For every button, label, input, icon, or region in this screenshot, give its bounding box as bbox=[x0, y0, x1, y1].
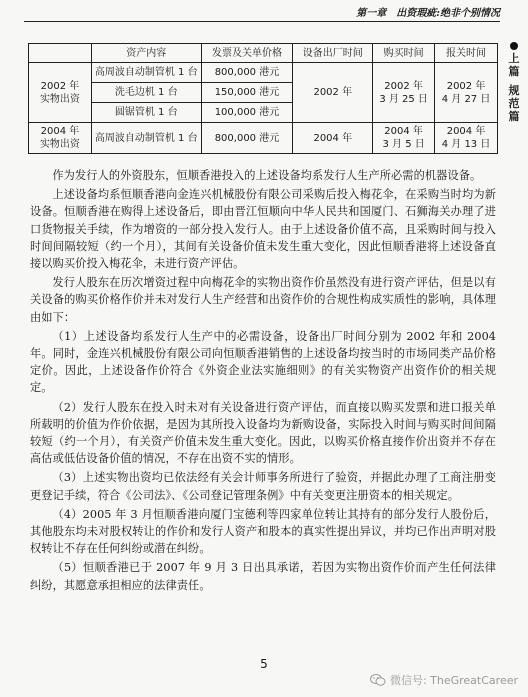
paragraph: （1）上述设备均系发行人生产中的必需设备，设备出厂时间分别为 2002 年和 2004 年。同时，金连兴机械股份有限公司向恒顺香港销售的上述设备均按当时的市场同类产品价格定价。因此，上述设备作价符合《外资企业法实施细则》的有关实物资产出资作价的相关规定。 bbox=[30, 329, 496, 395]
side-tab-char: 篇 bbox=[508, 65, 520, 78]
table-header-cell: 设备出厂时间 bbox=[293, 44, 373, 63]
table-cell-asset: 洗毛边机 1 台 bbox=[91, 83, 201, 103]
table-cell-purchase-time: 2002 年 3 月 25 日 bbox=[373, 63, 435, 123]
table-header-cell: 资产内容 bbox=[91, 44, 201, 63]
table-cell-asset: 高周波自动制管机 1 台 bbox=[91, 63, 201, 83]
table-cell-price: 800,000 港元 bbox=[201, 123, 293, 154]
table-row bbox=[29, 123, 498, 154]
table-cell-group-label: 2002 年 实物出资 bbox=[29, 63, 92, 123]
table-cell-price: 150,000 港元 bbox=[201, 83, 293, 103]
table-cell-asset: 圆锯管机 1 台 bbox=[91, 103, 201, 123]
side-tab-char: 范 bbox=[508, 97, 520, 110]
wechat-icon bbox=[370, 673, 386, 687]
table-cell-asset: 高周波自动制管机 1 台 bbox=[91, 123, 201, 154]
table-cell-factory-time: 2002 年 bbox=[293, 63, 373, 123]
table-row bbox=[29, 63, 498, 83]
paragraph: 作为发行人的外资股东，恒顺香港投入的上述设备均系发行人生产所必需的机器设备。 bbox=[52, 169, 482, 182]
bullet-icon bbox=[510, 42, 518, 50]
chapter-title: 出资瑕疵:绝非个别情况 bbox=[396, 8, 500, 19]
table-cell-price: 100,000 港元 bbox=[201, 103, 293, 123]
table-header-cell: 购买时间 bbox=[373, 44, 435, 63]
table-cell-customs-time: 2002 年 4 月 27 日 bbox=[435, 63, 498, 123]
table-cell-factory-time: 2004 年 bbox=[293, 123, 373, 154]
side-tab-char: 上 bbox=[508, 52, 520, 65]
page-header bbox=[24, 2, 500, 22]
chapter-label: 第一章 bbox=[356, 8, 387, 19]
paragraph: （4）2005 年 3 月恒顺香港向厦门宝德利等四家单位转让其持有的部分发行人股份后，其他股东均未对股权转让的作价和发行人资产和股本的真实性提出异议，并均已作出声明对股权转让不存在任何纠纷或潜在纠纷。 bbox=[30, 507, 496, 556]
watermark-text: 微信号: TheGreatCareer bbox=[389, 674, 518, 687]
asset-table bbox=[28, 43, 498, 154]
paragraph: 上述设备均系恒顺香港向金连兴机械股份有限公司采购后投入梅花伞，在采购当时均为新设备。恒顺香港在购得上述设备后，即由晋江恒顺向中华人民共和国厦门、石狮海关办理了进口货物报关手续，作为增资的一部分投入发行人。由于上述设备价值不高，且采购时间与投入时间间隔较短（约一个月），其间有关设备价值未发生重大变化，因此恒顺香港将上述设备直接以购买价投入梅花伞，未进行资产评估。 bbox=[30, 188, 496, 271]
side-tab-char: 篇 bbox=[508, 110, 520, 123]
table-header-cell: 发票及关单价格 bbox=[201, 44, 293, 63]
table-cell-price: 800,000 港元 bbox=[201, 63, 293, 83]
watermark bbox=[370, 672, 518, 688]
paragraph: （2）发行人股东在投入时未对有关设备进行资产评估，而直接以购买发票和进口报关单所载明的价值为作价依据，是因为其所投入设备均为新购设备，实际投入时间与购买时间间隔较短（约一个月），有关资产价值未发生重大变化。因此，以购买价格直接作价出资并不存在高估或低估设备价值的情况，不存在出资不实的情形。 bbox=[30, 400, 496, 466]
body-text bbox=[30, 167, 496, 596]
table-header-cell bbox=[29, 44, 92, 63]
table-cell-group-label: 2004 年 实物出资 bbox=[29, 123, 92, 154]
paragraph: （5）恒顺香港已于 2007 年 9 月 3 日出具承诺，若因为实物出资作价而产生任何法律纠纷，其愿意承担相应的法律责任。 bbox=[30, 561, 496, 592]
table-header-row bbox=[29, 44, 498, 63]
paragraph: （3）上述实物出资均已依法经有关会计师事务所进行了验资，并据此办理了工商注册变更登记手续，符合《公司法》、《公司登记管理条例》中有关变更注册资本的相关规定。 bbox=[30, 471, 496, 502]
paragraph: 发行人股东在历次增资过程中向梅花伞的实物出资作价虽然没有进行资产评估，但是以有关设备的购买价格作价并未对发行人生产经营和出资作价的合规性构成实质性的影响，具体理由如下： bbox=[30, 276, 496, 324]
table-cell-customs-time: 2004 年 4 月 13 日 bbox=[435, 123, 498, 154]
side-tab bbox=[505, 42, 523, 123]
table-cell-purchase-time: 2004 年 3 月 5 日 bbox=[373, 123, 435, 154]
table-header-cell: 报关时间 bbox=[435, 44, 498, 63]
page-number: 5 bbox=[260, 657, 268, 671]
side-tab-char: 规 bbox=[508, 84, 520, 97]
